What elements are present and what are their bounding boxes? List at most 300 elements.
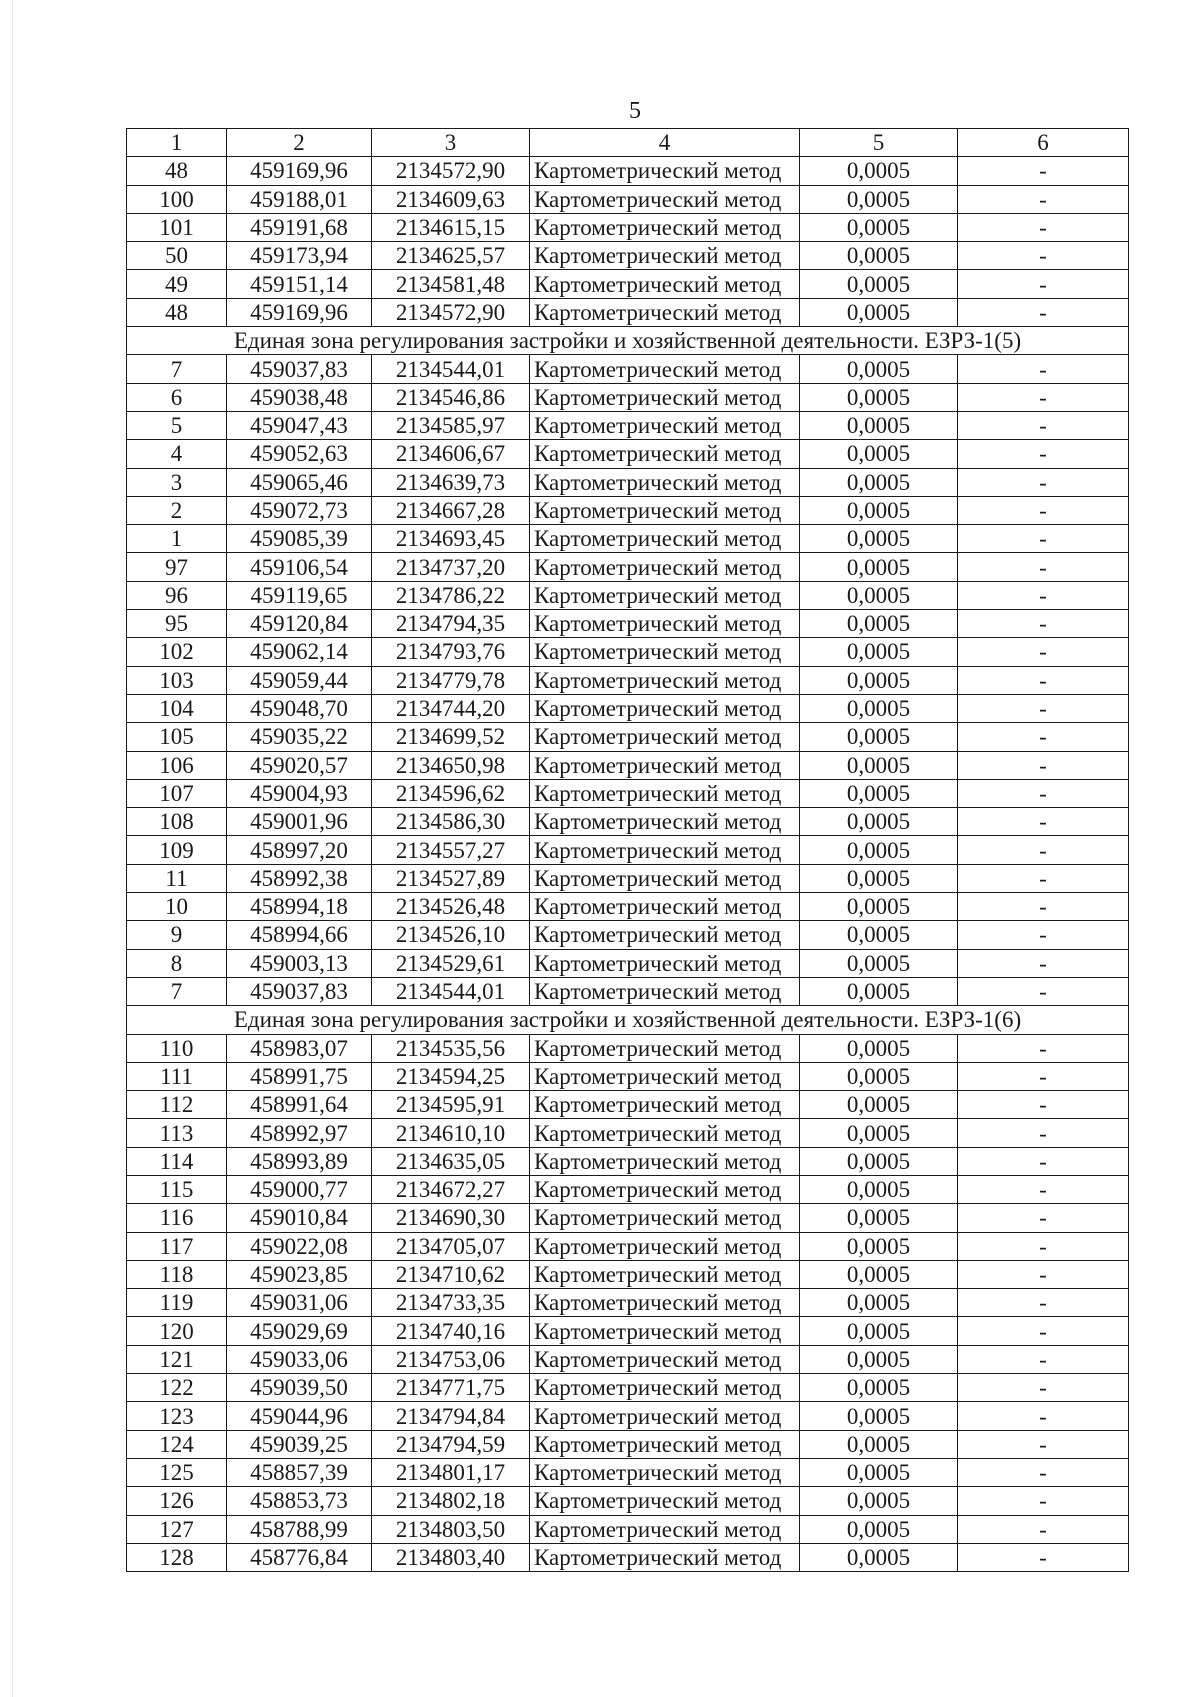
accuracy-cell: 0,0005 [800,751,958,779]
header-cell-method: 4 [530,129,800,157]
point-number-cell: 3 [127,468,227,496]
description-cell: - [958,1345,1129,1373]
accuracy-cell: 0,0005 [800,808,958,836]
accuracy-cell: 0,0005 [800,1119,958,1147]
description-cell: - [958,298,1129,326]
accuracy-cell: 0,0005 [800,1458,958,1486]
method-cell: Картометрический метод [530,723,800,751]
y-coordinate-cell: 2134526,48 [372,893,530,921]
y-coordinate-cell: 2134693,45 [372,525,530,553]
x-coordinate-cell: 459035,22 [227,723,372,751]
table-row [127,949,1129,977]
y-coordinate-cell: 2134667,28 [372,496,530,524]
table-row [127,1147,1129,1175]
method-cell: Картометрический метод [530,553,800,581]
accuracy-cell: 0,0005 [800,1204,958,1232]
table-row [127,1260,1129,1288]
y-coordinate-cell: 2134581,48 [372,270,530,298]
accuracy-cell: 0,0005 [800,893,958,921]
y-coordinate-cell: 2134794,59 [372,1430,530,1458]
y-coordinate-cell: 2134596,62 [372,779,530,807]
method-cell: Картометрический метод [530,383,800,411]
y-coordinate-cell: 2134585,97 [372,411,530,439]
description-cell: - [958,723,1129,751]
description-cell: - [958,1374,1129,1402]
x-coordinate-cell: 459023,85 [227,1260,372,1288]
description-cell: - [958,1543,1129,1571]
y-coordinate-cell: 2134586,30 [372,808,530,836]
point-number-cell: 115 [127,1175,227,1203]
y-coordinate-cell: 2134699,52 [372,723,530,751]
x-coordinate-cell: 458853,73 [227,1487,372,1515]
method-cell: Картометрический метод [530,836,800,864]
table-row [127,977,1129,1005]
description-cell: - [958,1289,1129,1317]
y-coordinate-cell: 2134639,73 [372,468,530,496]
table-row [127,1034,1129,1062]
point-number-cell: 5 [127,411,227,439]
x-coordinate-cell: 459065,46 [227,468,372,496]
accuracy-cell: 0,0005 [800,383,958,411]
x-coordinate-cell: 458992,97 [227,1119,372,1147]
table-row [127,666,1129,694]
y-coordinate-cell: 2134544,01 [372,355,530,383]
method-cell: Картометрический метод [530,468,800,496]
x-coordinate-cell: 459188,01 [227,185,372,213]
description-cell: - [958,383,1129,411]
description-cell: - [958,1232,1129,1260]
method-cell: Картометрический метод [530,1232,800,1260]
accuracy-cell: 0,0005 [800,1062,958,1090]
method-cell: Картометрический метод [530,1289,800,1317]
method-cell: Картометрический метод [530,270,800,298]
x-coordinate-cell: 458994,18 [227,893,372,921]
table-body [127,129,1129,1572]
accuracy-cell: 0,0005 [800,1147,958,1175]
point-number-cell: 2 [127,496,227,524]
x-coordinate-cell: 459037,83 [227,977,372,1005]
description-cell: - [958,1147,1129,1175]
y-coordinate-cell: 2134529,61 [372,949,530,977]
x-coordinate-cell: 458997,20 [227,836,372,864]
method-cell: Картометрический метод [530,610,800,638]
description-cell: - [958,836,1129,864]
x-coordinate-cell: 459052,63 [227,440,372,468]
accuracy-cell: 0,0005 [800,1232,958,1260]
description-cell: - [958,921,1129,949]
accuracy-cell: 0,0005 [800,1175,958,1203]
description-cell: - [958,808,1129,836]
accuracy-cell: 0,0005 [800,553,958,581]
method-cell: Картометрический метод [530,355,800,383]
table-row [127,1458,1129,1486]
y-coordinate-cell: 2134572,90 [372,157,530,185]
y-coordinate-cell: 2134546,86 [372,383,530,411]
point-number-cell: 102 [127,638,227,666]
accuracy-cell: 0,0005 [800,1034,958,1062]
x-coordinate-cell: 459044,96 [227,1402,372,1430]
point-number-cell: 1 [127,525,227,553]
method-cell: Картометрический метод [530,977,800,1005]
method-cell: Картометрический метод [530,496,800,524]
accuracy-cell: 0,0005 [800,1091,958,1119]
method-cell: Картометрический метод [530,921,800,949]
accuracy-cell: 0,0005 [800,949,958,977]
description-cell: - [958,751,1129,779]
method-cell: Картометрический метод [530,185,800,213]
x-coordinate-cell: 459022,08 [227,1232,372,1260]
x-coordinate-cell: 459029,69 [227,1317,372,1345]
accuracy-cell: 0,0005 [800,270,958,298]
x-coordinate-cell: 459031,06 [227,1289,372,1317]
point-number-cell: 48 [127,157,227,185]
accuracy-cell: 0,0005 [800,1317,958,1345]
y-coordinate-cell: 2134650,98 [372,751,530,779]
point-number-cell: 6 [127,383,227,411]
point-number-cell: 10 [127,893,227,921]
x-coordinate-cell: 459039,25 [227,1430,372,1458]
table-row [127,836,1129,864]
point-number-cell: 114 [127,1147,227,1175]
point-number-cell: 128 [127,1543,227,1571]
description-cell: - [958,242,1129,270]
table-row [127,1091,1129,1119]
header-cell-accuracy: 5 [800,129,958,157]
x-coordinate-cell: 459033,06 [227,1345,372,1373]
y-coordinate-cell: 2134615,15 [372,213,530,241]
method-cell: Картометрический метод [530,1147,800,1175]
y-coordinate-cell: 2134672,27 [372,1175,530,1203]
point-number-cell: 11 [127,864,227,892]
y-coordinate-cell: 2134609,63 [372,185,530,213]
description-cell: - [958,893,1129,921]
description-cell: - [958,270,1129,298]
point-number-cell: 50 [127,242,227,270]
accuracy-cell: 0,0005 [800,1515,958,1543]
table-row [127,581,1129,609]
point-number-cell: 120 [127,1317,227,1345]
table-row [127,1289,1129,1317]
point-number-cell: 109 [127,836,227,864]
x-coordinate-cell: 459151,14 [227,270,372,298]
accuracy-cell: 0,0005 [800,355,958,383]
point-number-cell: 7 [127,977,227,1005]
table-row [127,1487,1129,1515]
y-coordinate-cell: 2134803,40 [372,1543,530,1571]
point-number-cell: 124 [127,1430,227,1458]
point-number-cell: 9 [127,921,227,949]
description-cell: - [958,1317,1129,1345]
accuracy-cell: 0,0005 [800,581,958,609]
method-cell: Картометрический метод [530,1204,800,1232]
accuracy-cell: 0,0005 [800,1430,958,1458]
x-coordinate-cell: 459038,48 [227,383,372,411]
accuracy-cell: 0,0005 [800,779,958,807]
y-coordinate-cell: 2134572,90 [372,298,530,326]
method-cell: Картометрический метод [530,242,800,270]
table-row [127,638,1129,666]
table-row [127,808,1129,836]
table-row [127,242,1129,270]
point-number-cell: 7 [127,355,227,383]
method-cell: Картометрический метод [530,1345,800,1373]
method-cell: Картометрический метод [530,1374,800,1402]
description-cell: - [958,1062,1129,1090]
method-cell: Картометрический метод [530,157,800,185]
accuracy-cell: 0,0005 [800,1543,958,1571]
y-coordinate-cell: 2134705,07 [372,1232,530,1260]
description-cell: - [958,977,1129,1005]
y-coordinate-cell: 2134801,17 [372,1458,530,1486]
method-cell: Картометрический метод [530,411,800,439]
description-cell: - [958,1034,1129,1062]
method-cell: Картометрический метод [530,1175,800,1203]
description-cell: - [958,779,1129,807]
description-cell: - [958,411,1129,439]
method-cell: Картометрический метод [530,1034,800,1062]
y-coordinate-cell: 2134753,06 [372,1345,530,1373]
y-coordinate-cell: 2134635,05 [372,1147,530,1175]
accuracy-cell: 0,0005 [800,638,958,666]
accuracy-cell: 0,0005 [800,836,958,864]
y-coordinate-cell: 2134786,22 [372,581,530,609]
accuracy-cell: 0,0005 [800,185,958,213]
y-coordinate-cell: 2134606,67 [372,440,530,468]
point-number-cell: 105 [127,723,227,751]
point-number-cell: 8 [127,949,227,977]
y-coordinate-cell: 2134690,30 [372,1204,530,1232]
method-cell: Картометрический метод [530,808,800,836]
description-cell: - [958,949,1129,977]
table-row [127,1430,1129,1458]
description-cell: - [958,581,1129,609]
point-number-cell: 107 [127,779,227,807]
accuracy-cell: 0,0005 [800,411,958,439]
point-number-cell: 122 [127,1374,227,1402]
point-number-cell: 101 [127,213,227,241]
y-coordinate-cell: 2134771,75 [372,1374,530,1402]
x-coordinate-cell: 459001,96 [227,808,372,836]
y-coordinate-cell: 2134737,20 [372,553,530,581]
method-cell: Картометрический метод [530,1317,800,1345]
table-row [127,864,1129,892]
method-cell: Картометрический метод [530,298,800,326]
accuracy-cell: 0,0005 [800,525,958,553]
description-cell: - [958,355,1129,383]
table-row [127,1345,1129,1373]
table-row [127,921,1129,949]
x-coordinate-cell: 459020,57 [227,751,372,779]
x-coordinate-cell: 458788,99 [227,1515,372,1543]
x-coordinate-cell: 459085,39 [227,525,372,553]
method-cell: Картометрический метод [530,1402,800,1430]
description-cell: - [958,213,1129,241]
description-cell: - [958,1430,1129,1458]
description-cell: - [958,694,1129,722]
header-cell-x: 2 [227,129,372,157]
method-cell: Картометрический метод [530,581,800,609]
table-row [127,496,1129,524]
y-coordinate-cell: 2134594,25 [372,1062,530,1090]
accuracy-cell: 0,0005 [800,1289,958,1317]
accuracy-cell: 0,0005 [800,242,958,270]
point-number-cell: 116 [127,1204,227,1232]
x-coordinate-cell: 459004,93 [227,779,372,807]
section-title: Единая зона регулирования застройки и хозяйственной деятельности. ЕЗРЗ-1(6) [127,1006,1129,1034]
accuracy-cell: 0,0005 [800,666,958,694]
description-cell: - [958,1119,1129,1147]
point-number-cell: 121 [127,1345,227,1373]
x-coordinate-cell: 458983,07 [227,1034,372,1062]
method-cell: Картометрический метод [530,893,800,921]
description-cell: - [958,525,1129,553]
description-cell: - [958,1515,1129,1543]
x-coordinate-cell: 458992,38 [227,864,372,892]
table-row [127,525,1129,553]
y-coordinate-cell: 2134544,01 [372,977,530,1005]
accuracy-cell: 0,0005 [800,610,958,638]
table-row [127,553,1129,581]
x-coordinate-cell: 458993,89 [227,1147,372,1175]
accuracy-cell: 0,0005 [800,1487,958,1515]
method-cell: Картометрический метод [530,949,800,977]
method-cell: Картометрический метод [530,751,800,779]
y-coordinate-cell: 2134740,16 [372,1317,530,1345]
point-number-cell: 118 [127,1260,227,1288]
table-row [127,1543,1129,1571]
description-cell: - [958,1204,1129,1232]
y-coordinate-cell: 2134794,84 [372,1402,530,1430]
x-coordinate-cell: 459062,14 [227,638,372,666]
table-row [127,1515,1129,1543]
point-number-cell: 96 [127,581,227,609]
point-number-cell: 4 [127,440,227,468]
description-cell: - [958,1458,1129,1486]
accuracy-cell: 0,0005 [800,977,958,1005]
table-row [127,893,1129,921]
description-cell: - [958,1091,1129,1119]
table-row [127,383,1129,411]
table-row [127,751,1129,779]
y-coordinate-cell: 2134526,10 [372,921,530,949]
x-coordinate-cell: 459191,68 [227,213,372,241]
section-title: Единая зона регулирования застройки и хозяйственной деятельности. ЕЗРЗ-1(5) [127,327,1129,355]
description-cell: - [958,1175,1129,1203]
point-number-cell: 123 [127,1402,227,1430]
method-cell: Картометрический метод [530,525,800,553]
x-coordinate-cell: 459000,77 [227,1175,372,1203]
method-cell: Картометрический метод [530,864,800,892]
accuracy-cell: 0,0005 [800,694,958,722]
y-coordinate-cell: 2134535,56 [372,1034,530,1062]
table-row [127,694,1129,722]
page-number: 5 [629,98,641,124]
method-cell: Картометрический метод [530,1543,800,1571]
x-coordinate-cell: 459003,13 [227,949,372,977]
y-coordinate-cell: 2134733,35 [372,1289,530,1317]
description-cell: - [958,496,1129,524]
header-cell-y: 3 [372,129,530,157]
accuracy-cell: 0,0005 [800,1402,958,1430]
accuracy-cell: 0,0005 [800,157,958,185]
table-row [127,1119,1129,1147]
description-cell: - [958,638,1129,666]
point-number-cell: 106 [127,751,227,779]
description-cell: - [958,666,1129,694]
table-row [127,355,1129,383]
point-number-cell: 127 [127,1515,227,1543]
accuracy-cell: 0,0005 [800,496,958,524]
x-coordinate-cell: 459119,65 [227,581,372,609]
x-coordinate-cell: 458991,64 [227,1091,372,1119]
method-cell: Картометрический метод [530,694,800,722]
x-coordinate-cell: 459169,96 [227,298,372,326]
method-cell: Картометрический метод [530,638,800,666]
table-row [127,779,1129,807]
y-coordinate-cell: 2134779,78 [372,666,530,694]
x-coordinate-cell: 459059,44 [227,666,372,694]
method-cell: Картометрический метод [530,213,800,241]
method-cell: Картометрический метод [530,1487,800,1515]
method-cell: Картометрический метод [530,1260,800,1288]
x-coordinate-cell: 459010,84 [227,1204,372,1232]
table-row [127,270,1129,298]
y-coordinate-cell: 2134744,20 [372,694,530,722]
method-cell: Картометрический метод [530,1091,800,1119]
table-row [127,610,1129,638]
description-cell: - [958,157,1129,185]
table-row [127,723,1129,751]
x-coordinate-cell: 459039,50 [227,1374,372,1402]
point-number-cell: 48 [127,298,227,326]
table-row [127,213,1129,241]
table-row [127,468,1129,496]
table-row [127,298,1129,326]
y-coordinate-cell: 2134557,27 [372,836,530,864]
y-coordinate-cell: 2134595,91 [372,1091,530,1119]
x-coordinate-cell: 459120,84 [227,610,372,638]
accuracy-cell: 0,0005 [800,1345,958,1373]
x-coordinate-cell: 458776,84 [227,1543,372,1571]
x-coordinate-cell: 458857,39 [227,1458,372,1486]
table-row [127,185,1129,213]
method-cell: Картометрический метод [530,1430,800,1458]
description-cell: - [958,1260,1129,1288]
y-coordinate-cell: 2134803,50 [372,1515,530,1543]
point-number-cell: 117 [127,1232,227,1260]
header-cell-point: 1 [127,129,227,157]
accuracy-cell: 0,0005 [800,864,958,892]
header-row [127,129,1129,157]
point-number-cell: 111 [127,1062,227,1090]
point-number-cell: 49 [127,270,227,298]
y-coordinate-cell: 2134802,18 [372,1487,530,1515]
method-cell: Картометрический метод [530,1515,800,1543]
table-row [127,1062,1129,1090]
point-number-cell: 126 [127,1487,227,1515]
coordinates-table [126,128,1129,1572]
accuracy-cell: 0,0005 [800,468,958,496]
method-cell: Картометрический метод [530,440,800,468]
header-cell-description: 6 [958,129,1129,157]
point-number-cell: 104 [127,694,227,722]
section-header-row [127,327,1129,355]
point-number-cell: 113 [127,1119,227,1147]
x-coordinate-cell: 459173,94 [227,242,372,270]
accuracy-cell: 0,0005 [800,921,958,949]
table-row [127,1374,1129,1402]
x-coordinate-cell: 459169,96 [227,157,372,185]
